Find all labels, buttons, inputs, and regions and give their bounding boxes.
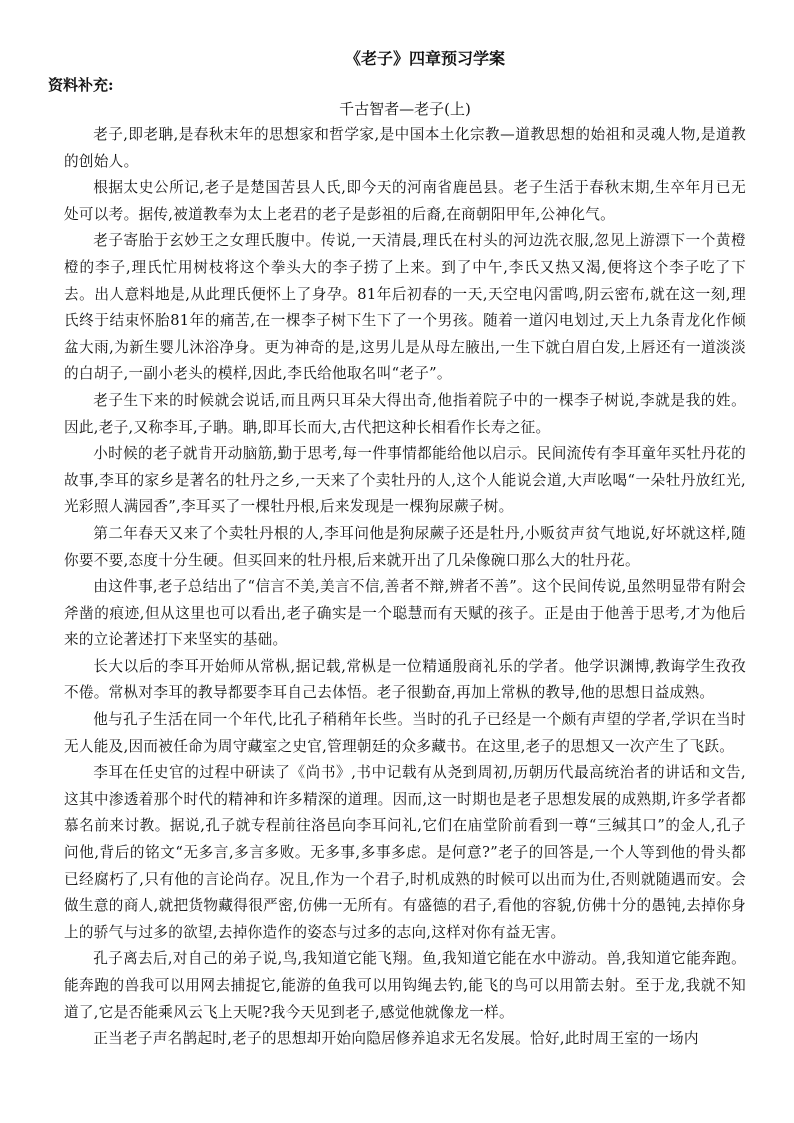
paragraph-name: 老子生下来的时候就会说话,而且两只耳朵大得出奇,他指着院子中的一棵李子树说,李就是我的姓。因此,老子,又称李耳,子聃。聃,即耳长而大,古代把这种长相看作长寿之征。 — [64, 391, 746, 436]
paragraph-lesson: 由这件事,老子总结出了“信言不美,美言不信,善者不辩,辨者不善”。这个民间传说,虽然明显带有附会斧凿的痕迹,但从这里也可以看出,老子确实是一个聪慧而有天赋的孩子。正是由于他善于思考,才为他后来的立论著述打下来坚实的基础。 — [64, 578, 746, 649]
document-page — [48, 48, 746, 1053]
paragraph-birth-legend: 老子寄胎于玄妙王之女理氏腹中。传说,一天清晨,理氏在村头的河边洗衣服,忽见上游漂下一个黄橙橙的李子,理氏忙用树枝将这个拳头大的李子捞了上来。到了中午,李氏又热又渴,便将这个李子吃了下去。出人意料地是,从此理氏便怀上了身孕。81年后初春的一天,天空电闪雷鸣,阴云密布,就在这一刻,理氏终于结束怀胎81年的痛苦,在一棵李子树下生下了一个男孩。随着一道闪电划过,天上九条青龙化作倾盆大雨,为新生婴儿沐浴净身。更为神奇的是,这男儿是从母左腋出,一生下就白眉白发,上唇还有一道淡淡的白胡子,一副小老头的模样,因此,李氏给他取名叫“老子”。 — [64, 232, 746, 383]
paragraph-origin: 根据太史公所记,老子是楚国苦县人氏,即今天的河南省鹿邑县。老子生活于春秋末期,生卒年月已无处可以考。据传,被道教奉为太上老君的老子是彭祖的后裔,在商朝阳甲年,公神化气。 — [64, 179, 746, 223]
document-title: 《老子》四章预习学案 — [344, 49, 505, 68]
section-label: 资料补充: — [48, 76, 114, 94]
article-subtitle: 千古智者—老子(上) — [339, 100, 471, 118]
paragraph-historian: 李耳在任史官的过程中研读了《尚书》,书中记载有从尧到周初,历朝历代最高统治者的讲话和文告,这其中渗透着那个时代的精神和许多精深的道理。因而,这一时期也是老子思想发展的成熟期,许多学者都慕名前来讨教。据说,孔子就专程前往洛邑向李耳问礼,它们在庙堂阶前看到一尊“三缄其口”的金人,孔子问他,背后的铭文“无多言,多言多败。无多事,多事多虑。是何意?”老子的回答是,一个人等到他的骨头都已经腐朽了,只有他的言论尚存。况且,作为一个君子,时机成熟的时候可以出而为仕,否则就随遇而安。会做生意的商人,就把货物藏得很严密,仿佛一无所有。有盛德的君子,看他的容貌,仿佛十分的愚钝,去掉你身上的骄气与过多的欲望,去掉你造作的姿态与过多的志向,这样对你有益无害。 — [64, 764, 746, 941]
paragraph-teacher: 长大以后的李耳开始师从常枞,据记载,常枞是一位精通殷商礼乐的学者。他学识渊博,教诲学生孜孜不倦。常枞对李耳的教导都要李耳自己去体悟。老子很勤奋,再加上常枞的教导,他的思想日益成熟。 — [64, 657, 746, 702]
paragraph-childhood: 小时候的老子就肯开动脑筋,勤于思考,每一件事情都能给他以启示。民间流传有李耳童年买牡丹花的故事,李耳的家乡是著名的牡丹之乡,一天来了个卖牡丹的人,这个人能说会道,大声吆喝“一朵牡丹放红光,光彩照人满园香”,李耳买了一棵牡丹根,后来发现是一棵狗尿蕨子树。 — [64, 445, 746, 516]
paragraph-peony: 第二年春天又来了个卖牡丹根的人,李耳问他是狗尿蕨子还是牡丹,小贩贫声贫气地说,好坏就这样,随你要不要,态度十分生硬。但买回来的牡丹根,后来就开出了几朵像碗口那么大的牡丹花。 — [64, 524, 746, 569]
paragraph-intro: 老子,即老聃,是春秋末年的思想家和哲学家,是中国本土化宗教—道教思想的始祖和灵魂人物,是道教的创始人。 — [64, 126, 746, 170]
paragraph-dragon: 孔子离去后,对自己的弟子说,鸟,我知道它能飞翔。鱼,我知道它能在水中游动。兽,我知道它能奔跑。能奔跑的兽我可以用网去捕捉它,能游的鱼我可以用钩绳去钓,能飞的鸟可以用箭去射。至于龙,我就不知道了,它是否能乘风云飞上天呢?我今天见到老子,感觉他就像龙一样。 — [64, 950, 746, 1021]
paragraph-confucius-era: 他与孔子生活在同一个年代,比孔子稍稍年长些。当时的孔子已经是一个颇有声望的学者,学识在当时无人能及,因而被任命为周守藏室之史官,管理朝廷的众多藏书。在这里,老子的思想又一次产生了飞跃。 — [64, 711, 746, 755]
paragraph-seclusion: 正当老子声名鹊起时,老子的思想却开始向隐居修养追求无名发展。恰好,此时周王室的一场内 — [93, 1030, 699, 1048]
